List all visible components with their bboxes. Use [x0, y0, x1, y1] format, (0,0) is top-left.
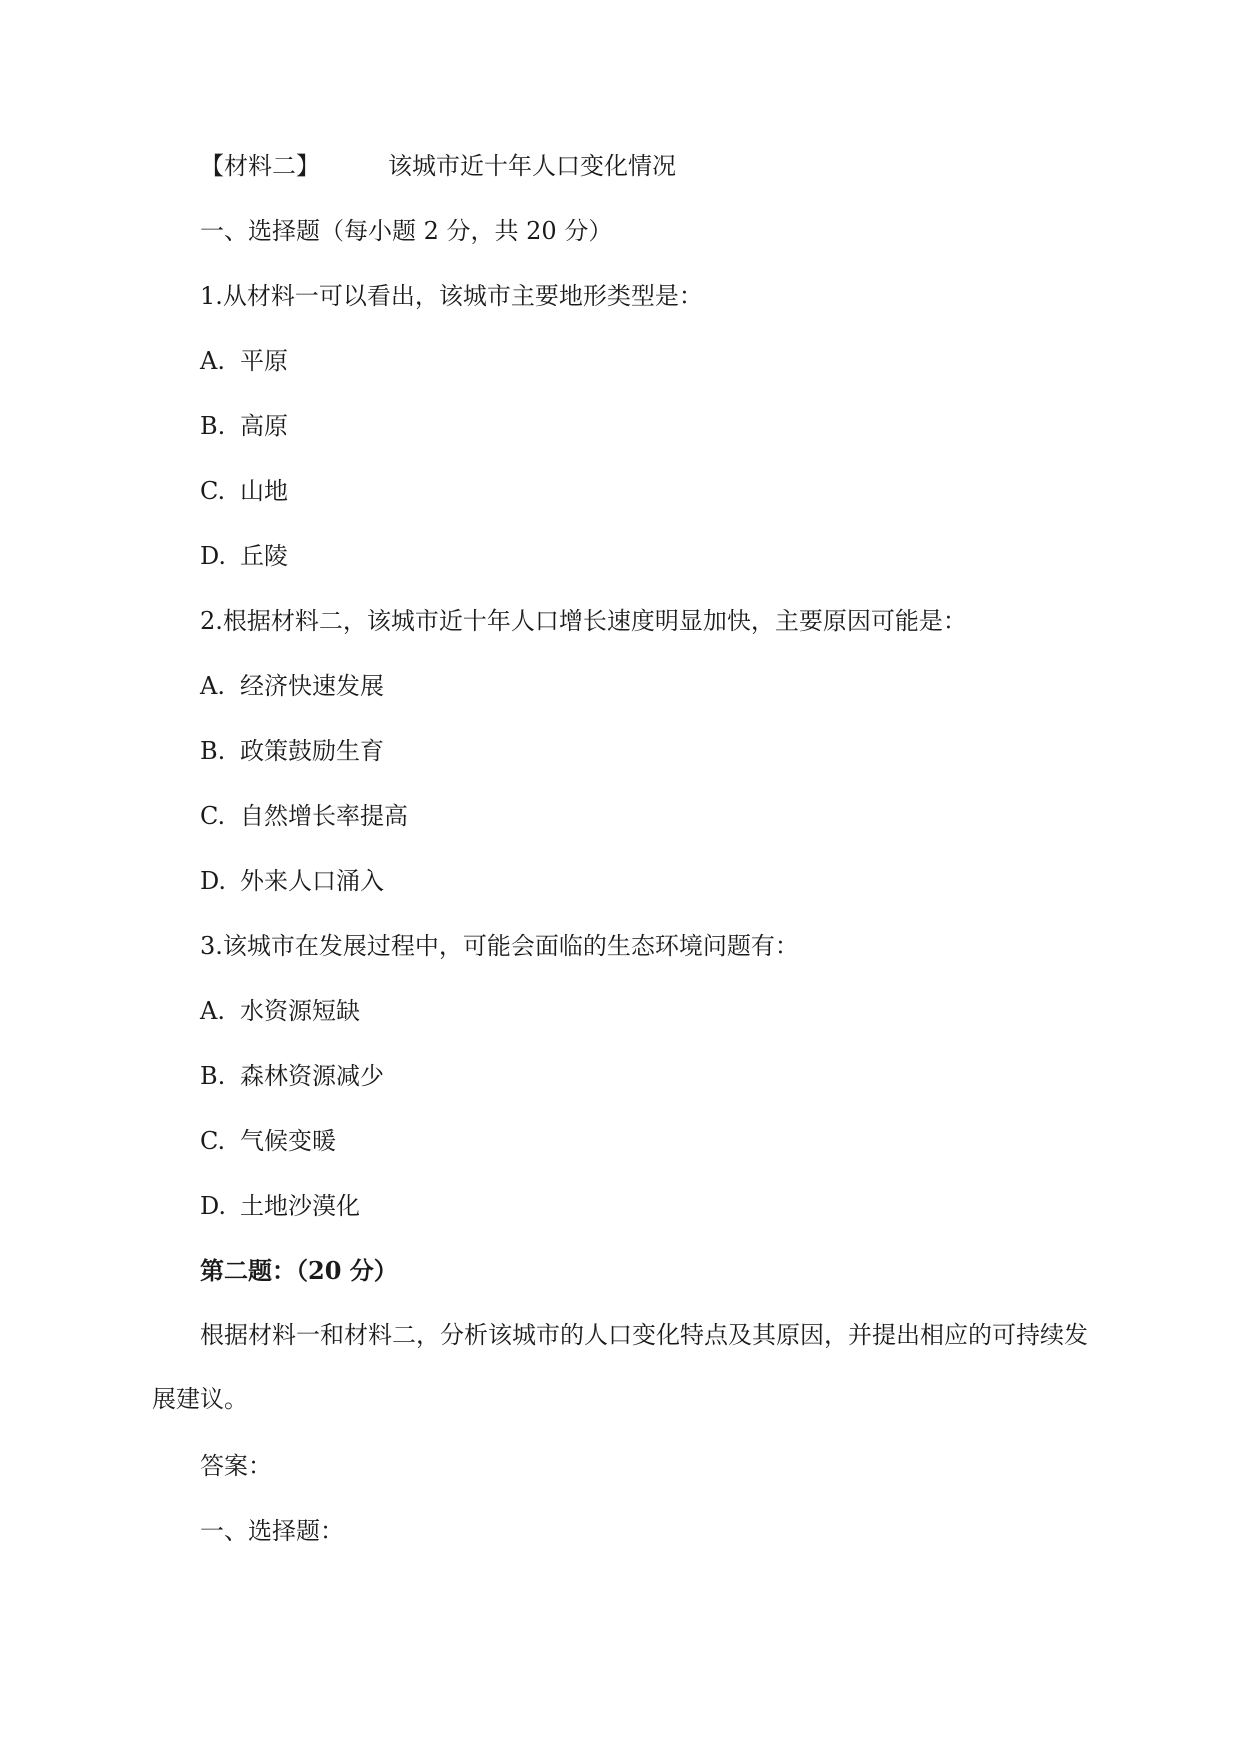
section-two-body: 根据材料一和材料二，分析该城市的人口变化特点及其原因，并提出相应的可持续发展建议。 [152, 1321, 1088, 1413]
question-2-option-a [200, 670, 384, 702]
section-one-heading: 一、选择题（每小题 2 分，共 20 分） [200, 217, 613, 245]
option-letter: B. [200, 1062, 226, 1090]
option-letter: C. [200, 477, 226, 505]
option-letter: B. [200, 737, 226, 765]
option-text: 气候变暖 [240, 1127, 336, 1155]
section-two-heading: 第二题：（20 分） [200, 1256, 398, 1285]
question-1-option-c [200, 475, 288, 507]
option-text: 平原 [240, 347, 288, 375]
option-text: 外来人口涌入 [240, 867, 384, 895]
option-letter: A. [200, 672, 225, 700]
question-3-stem: 3.该城市在发展过程中，可能会面临的生态环境问题有： [200, 932, 799, 960]
option-text: 水资源短缺 [240, 997, 360, 1025]
question-3-option-d [200, 1190, 360, 1222]
question-2-stem: 2.根据材料二，该城市近十年人口增长速度明显加快，主要原因可能是： [200, 607, 967, 635]
option-text: 经济快速发展 [240, 672, 384, 700]
question-3-option-b [200, 1060, 384, 1092]
question-2-option-b [200, 735, 384, 767]
question-1-option-b [200, 410, 288, 442]
answer-label: 答案： [200, 1452, 272, 1480]
option-letter: D. [200, 1192, 227, 1220]
question-3-option-c [200, 1125, 336, 1157]
question-2-option-d [200, 865, 384, 897]
question-3-option-a [200, 995, 360, 1027]
option-text: 高原 [240, 412, 288, 440]
material-two-title: 该城市近十年人口变化情况 [388, 152, 676, 180]
option-text: 山地 [240, 477, 288, 505]
option-text: 政策鼓励生育 [240, 737, 384, 765]
question-1-option-a [200, 345, 288, 377]
option-letter: C. [200, 1127, 226, 1155]
option-letter: C. [200, 802, 226, 830]
question-1-stem: 1.从材料一可以看出，该城市主要地形类型是： [200, 282, 703, 310]
material-two-heading [200, 150, 676, 182]
option-text: 森林资源减少 [240, 1062, 384, 1090]
option-letter: A. [200, 347, 225, 375]
answer-section-one: 一、选择题： [200, 1517, 344, 1545]
question-1-option-d [200, 540, 288, 572]
option-text: 自然增长率提高 [240, 802, 408, 830]
option-text: 土地沙漠化 [240, 1192, 360, 1220]
option-letter: D. [200, 867, 227, 895]
option-text: 丘陵 [240, 542, 288, 570]
option-letter: B. [200, 412, 226, 440]
material-two-label: 【材料二】 [200, 152, 320, 180]
option-letter: A. [200, 997, 225, 1025]
option-letter: D. [200, 542, 227, 570]
question-2-option-c [200, 800, 408, 832]
